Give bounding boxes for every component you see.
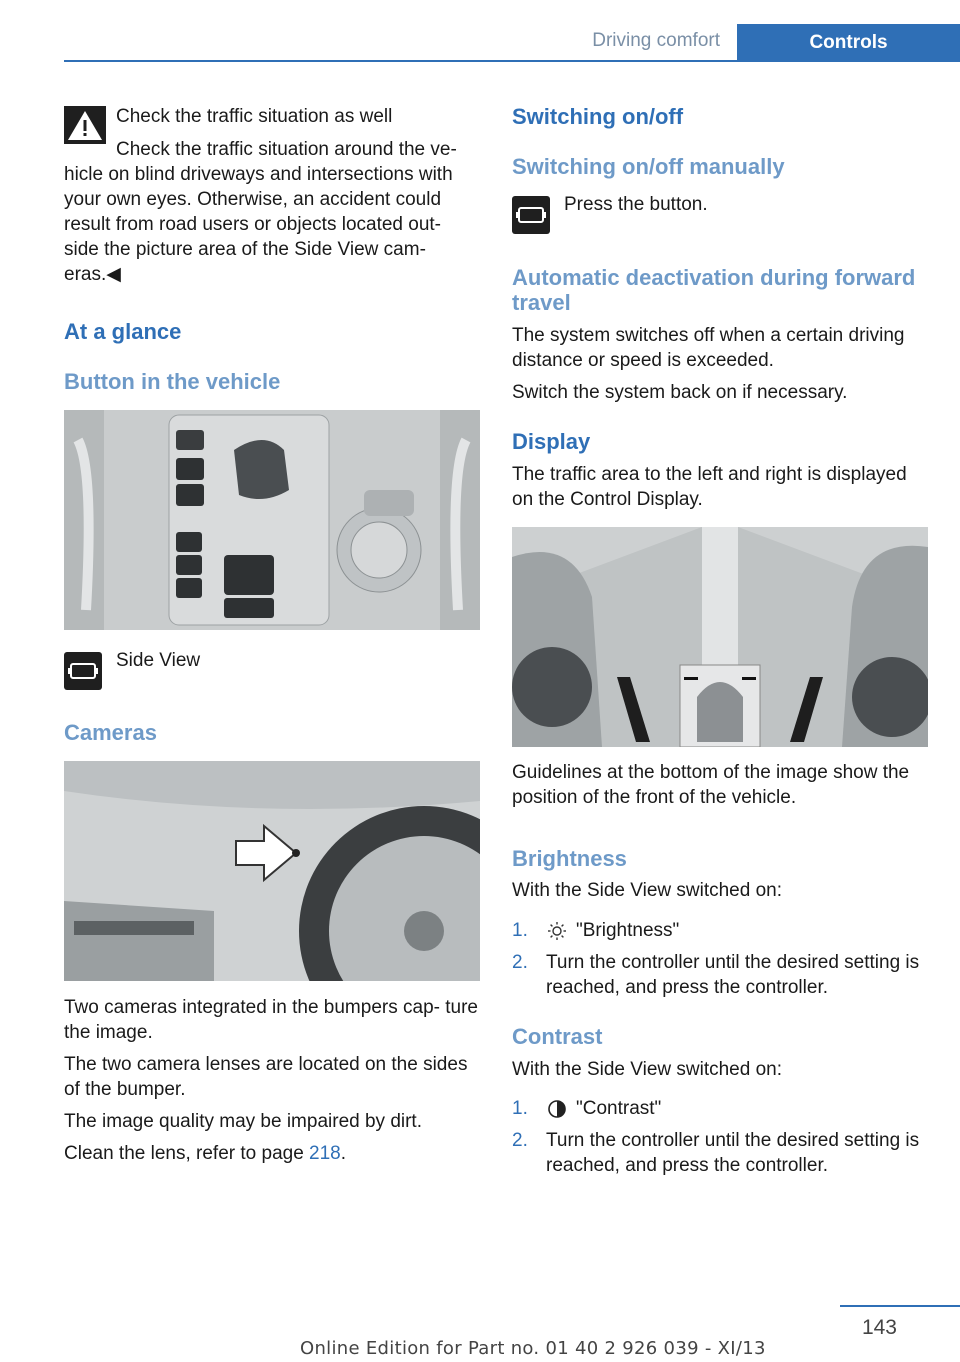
- side-view-button-icon-2: [512, 196, 550, 234]
- contrast-icon: [547, 1099, 567, 1119]
- brightness-step2-number: 2.: [512, 952, 528, 973]
- brightness-step1-text: "Brightness": [576, 920, 680, 941]
- contrast-step1-number: 1.: [512, 1098, 528, 1119]
- heading-automatic-deactivation: Automatic deactivation during forward travel: [512, 265, 916, 315]
- para-clean-lens: [64, 1141, 480, 1166]
- heading-brightness: Brightness: [512, 846, 627, 871]
- brightness-intro: With the Side View switched on:: [512, 880, 783, 901]
- clean-lens-end: .: [340, 1143, 347, 1164]
- para-display: The traffic area to the left and right is displayed on the Control Display.: [512, 464, 907, 510]
- contrast-step1-text: "Contrast": [576, 1098, 662, 1119]
- brightness-sun-icon: [547, 921, 567, 941]
- warning-title: Check the traffic situation as well: [116, 106, 393, 127]
- heading-switching-on-off: Switching on/off: [512, 104, 684, 129]
- heading-at-a-glance: At a glance: [64, 319, 182, 344]
- header-rule: [64, 60, 960, 62]
- clean-lens-text: Clean the lens, refer to page: [64, 1143, 310, 1164]
- heading-cameras: Cameras: [64, 720, 157, 745]
- press-button-text: Press the button.: [564, 194, 708, 215]
- contrast-step2-text: Turn the controller until the desired setting is reached, and press the controller.: [546, 1130, 920, 1176]
- camera-bumper-photo: [64, 761, 480, 981]
- warning-line1: Check the traffic situation around the ve‐: [116, 139, 457, 160]
- warning-body: hicle on blind driveways and intersections with your own eyes. Otherwise, an accident could result from road users or objects located out‐ side the picture area of the Side View cam‐ eras.◀: [64, 164, 453, 285]
- brightness-step2-text: Turn the controller until the desired setting is reached, and press the controller.: [546, 952, 920, 998]
- para-auto-deactivation: The system switches off when a certain driving distance or speed is exceeded.: [512, 325, 905, 371]
- para-quality: The image quality may be impaired by dirt.: [64, 1111, 422, 1132]
- page-number: 143: [861, 1316, 897, 1339]
- header-section-title: Driving comfort: [592, 30, 720, 51]
- side-view-button-icon: [64, 652, 102, 690]
- warning-icon: [64, 106, 106, 144]
- brightness-step1-number: 1.: [512, 920, 528, 941]
- side-view-label: Side View: [116, 650, 201, 671]
- control-display-image: [512, 527, 928, 747]
- para-lenses: The two camera lenses are located on the sides of the bumper.: [64, 1054, 468, 1100]
- header-tab-controls: Controls: [737, 24, 960, 62]
- heading-button-in-vehicle: Button in the vehicle: [64, 369, 281, 394]
- contrast-step2-number: 2.: [512, 1130, 528, 1151]
- footer-rule: [840, 1305, 960, 1307]
- vehicle-console-photo: [64, 410, 480, 630]
- para-guidelines: Guidelines at the bottom of the image show the position of the front of the vehicle.: [512, 762, 910, 808]
- contrast-intro: With the Side View switched on:: [512, 1059, 783, 1080]
- heading-display: Display: [512, 429, 591, 454]
- page-link-218[interactable]: 218: [309, 1143, 341, 1164]
- edition-note: Online Edition for Part no. 01 40 2 926 039 - XI/13: [300, 1338, 766, 1359]
- heading-switching-manually: Switching on/off manually: [512, 154, 785, 179]
- para-cameras: Two cameras integrated in the bumpers cap‐ ture the image.: [64, 997, 478, 1043]
- para-switch-back: Switch the system back on if necessary.: [512, 382, 848, 403]
- heading-contrast: Contrast: [512, 1024, 603, 1049]
